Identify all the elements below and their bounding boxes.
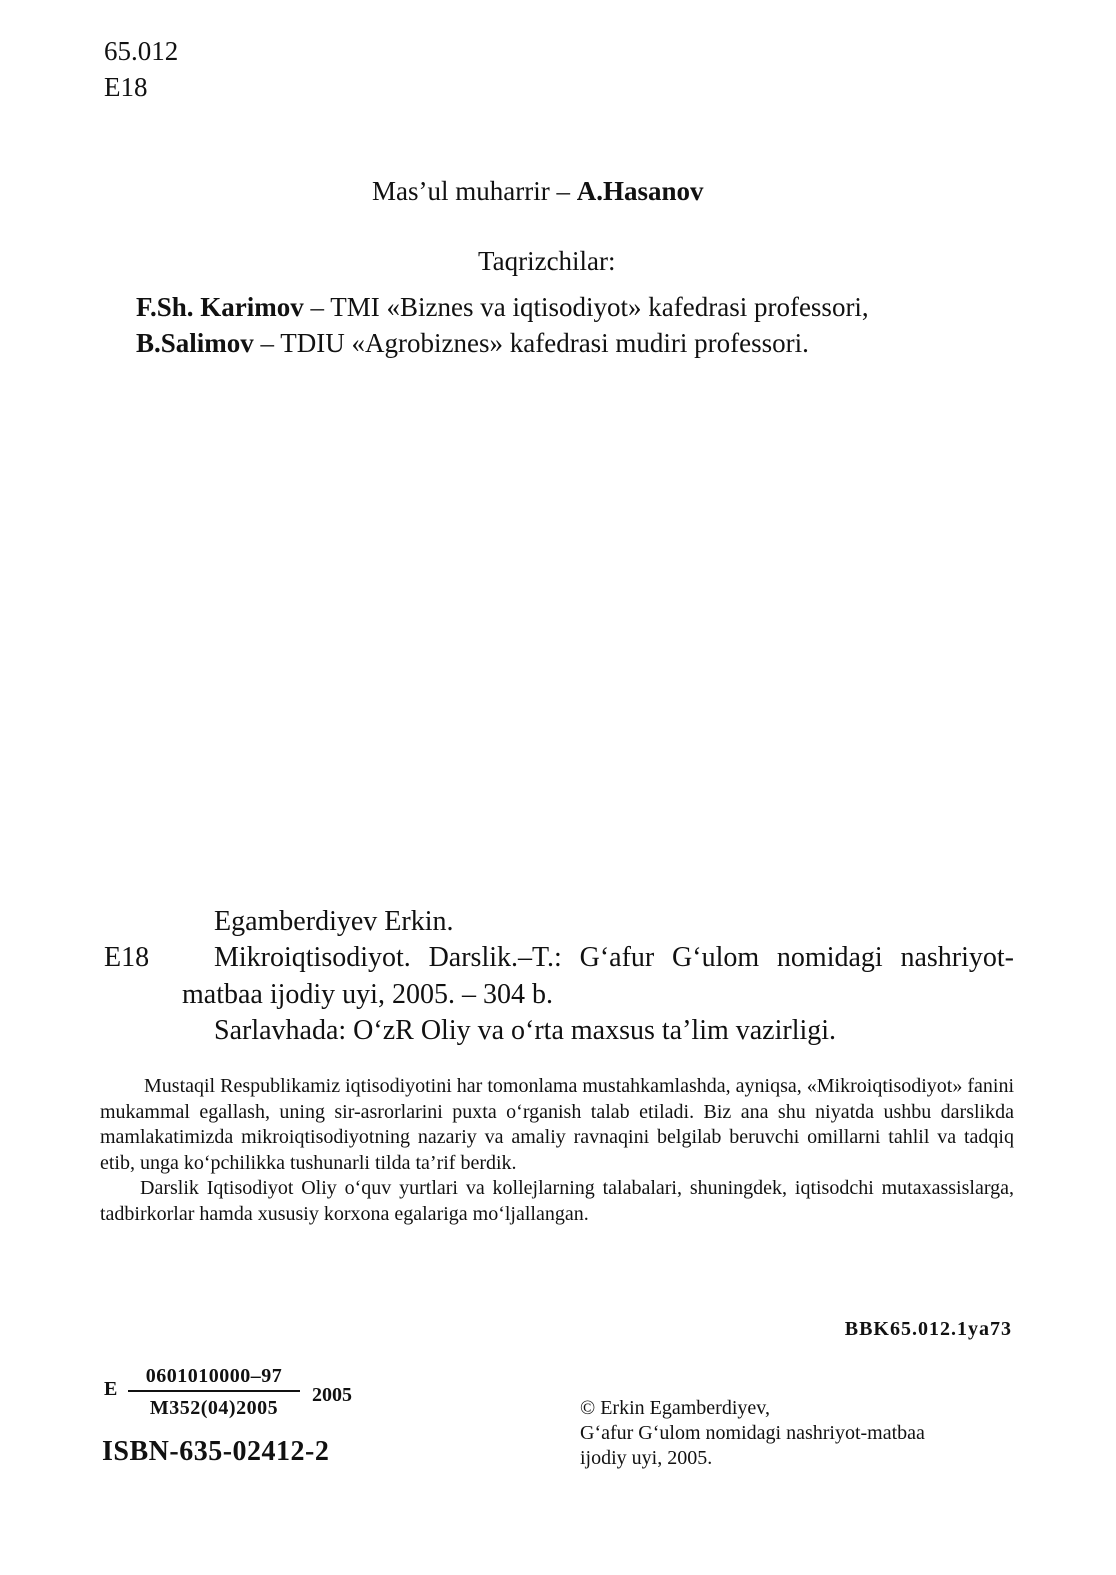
- reviewer-line: [136, 292, 869, 323]
- reviewer-name: F.Sh. Karimov: [136, 292, 304, 322]
- reviewers-title: Taqrizchilar:: [478, 246, 616, 276]
- copyright-line: © Erkin Egamberdiyev,: [580, 1397, 770, 1419]
- catalog-author: Egamberdiyev Erkin.: [214, 906, 454, 937]
- publication-code-prefix: E: [104, 1378, 118, 1400]
- reviewer-line: [136, 328, 809, 359]
- isbn: ISBN-635-02412-2: [102, 1436, 330, 1467]
- editor-label: Mas’ul muharrir –: [372, 176, 570, 206]
- publication-code-numerator: 0601010000–97: [145, 1365, 283, 1387]
- author-mark: E18: [104, 72, 148, 102]
- copyright-notice: [580, 1396, 1020, 1471]
- copyright-line: ijodiy uyi, 2005.: [580, 1447, 713, 1469]
- udc-code: 65.012: [104, 36, 179, 66]
- abstract: [100, 1074, 1014, 1227]
- publication-code-year: 2005: [312, 1384, 352, 1406]
- publication-code-denominator: M352(04)2005: [149, 1397, 279, 1419]
- fraction-bar: [128, 1390, 300, 1392]
- copyright-line: G‘afur G‘ulom nomidagi nashriyot-matbaa: [580, 1422, 925, 1444]
- catalog-title-line: Mikroiqtisodiyot. Darslik.–T.: G‘afur G‘ulom nomidagi nashriyot-: [214, 942, 1014, 973]
- reviewer-role: – TDIU «Agrobiznes» kafedrasi mudiri professori.: [260, 328, 809, 358]
- abstract-paragraph: Mustaqil Respublikamiz iqtisodiyotini har tomonlama mustahkamlashda, ayniqsa, «Mikroiqtisodiyot» fanini mukammal egallash, uning sir-asrorlarini puxta o‘rganish talab etiladi. Biz ana shu niyatda ushbu darslikda mamlakatimizda mikroiqtisodiyotning nazariy va amaliy ravnaqini belgilab beruvchi omillarni tahlil va tadqiq etib, unga ko‘pchilikka tushunarli tilda ta’rif berdik.: [100, 1075, 1014, 1174]
- publication-code-fraction: [128, 1364, 300, 1420]
- reviewer-name: B.Salimov: [136, 328, 254, 358]
- responsible-editor-line: [372, 176, 703, 207]
- catalog-header-line: Sarlavhada: O‘zR Oliy va o‘rta maxsus ta’lim vazirligi.: [214, 1015, 837, 1046]
- reviewer-role: – TMI «Biznes va iqtisodiyot» kafedrasi professori,: [310, 292, 869, 322]
- bbk-code: BBK65.012.1ya73: [844, 1318, 1012, 1340]
- catalog-publisher-line: matbaa ijodiy uyi, 2005. – 304 b.: [182, 979, 553, 1010]
- editor-name: A.Hasanov: [576, 176, 704, 206]
- catalog-mark: E18: [104, 942, 150, 973]
- abstract-paragraph: Darslik Iqtisodiyot Oliy o‘quv yurtlari va kollejlarning talabalari, shuningdek, iqtisodchi mutaxassislarga, tadbirkorlar hamda xususiy korxona egalariga mo‘ljallangan.: [100, 1177, 1014, 1225]
